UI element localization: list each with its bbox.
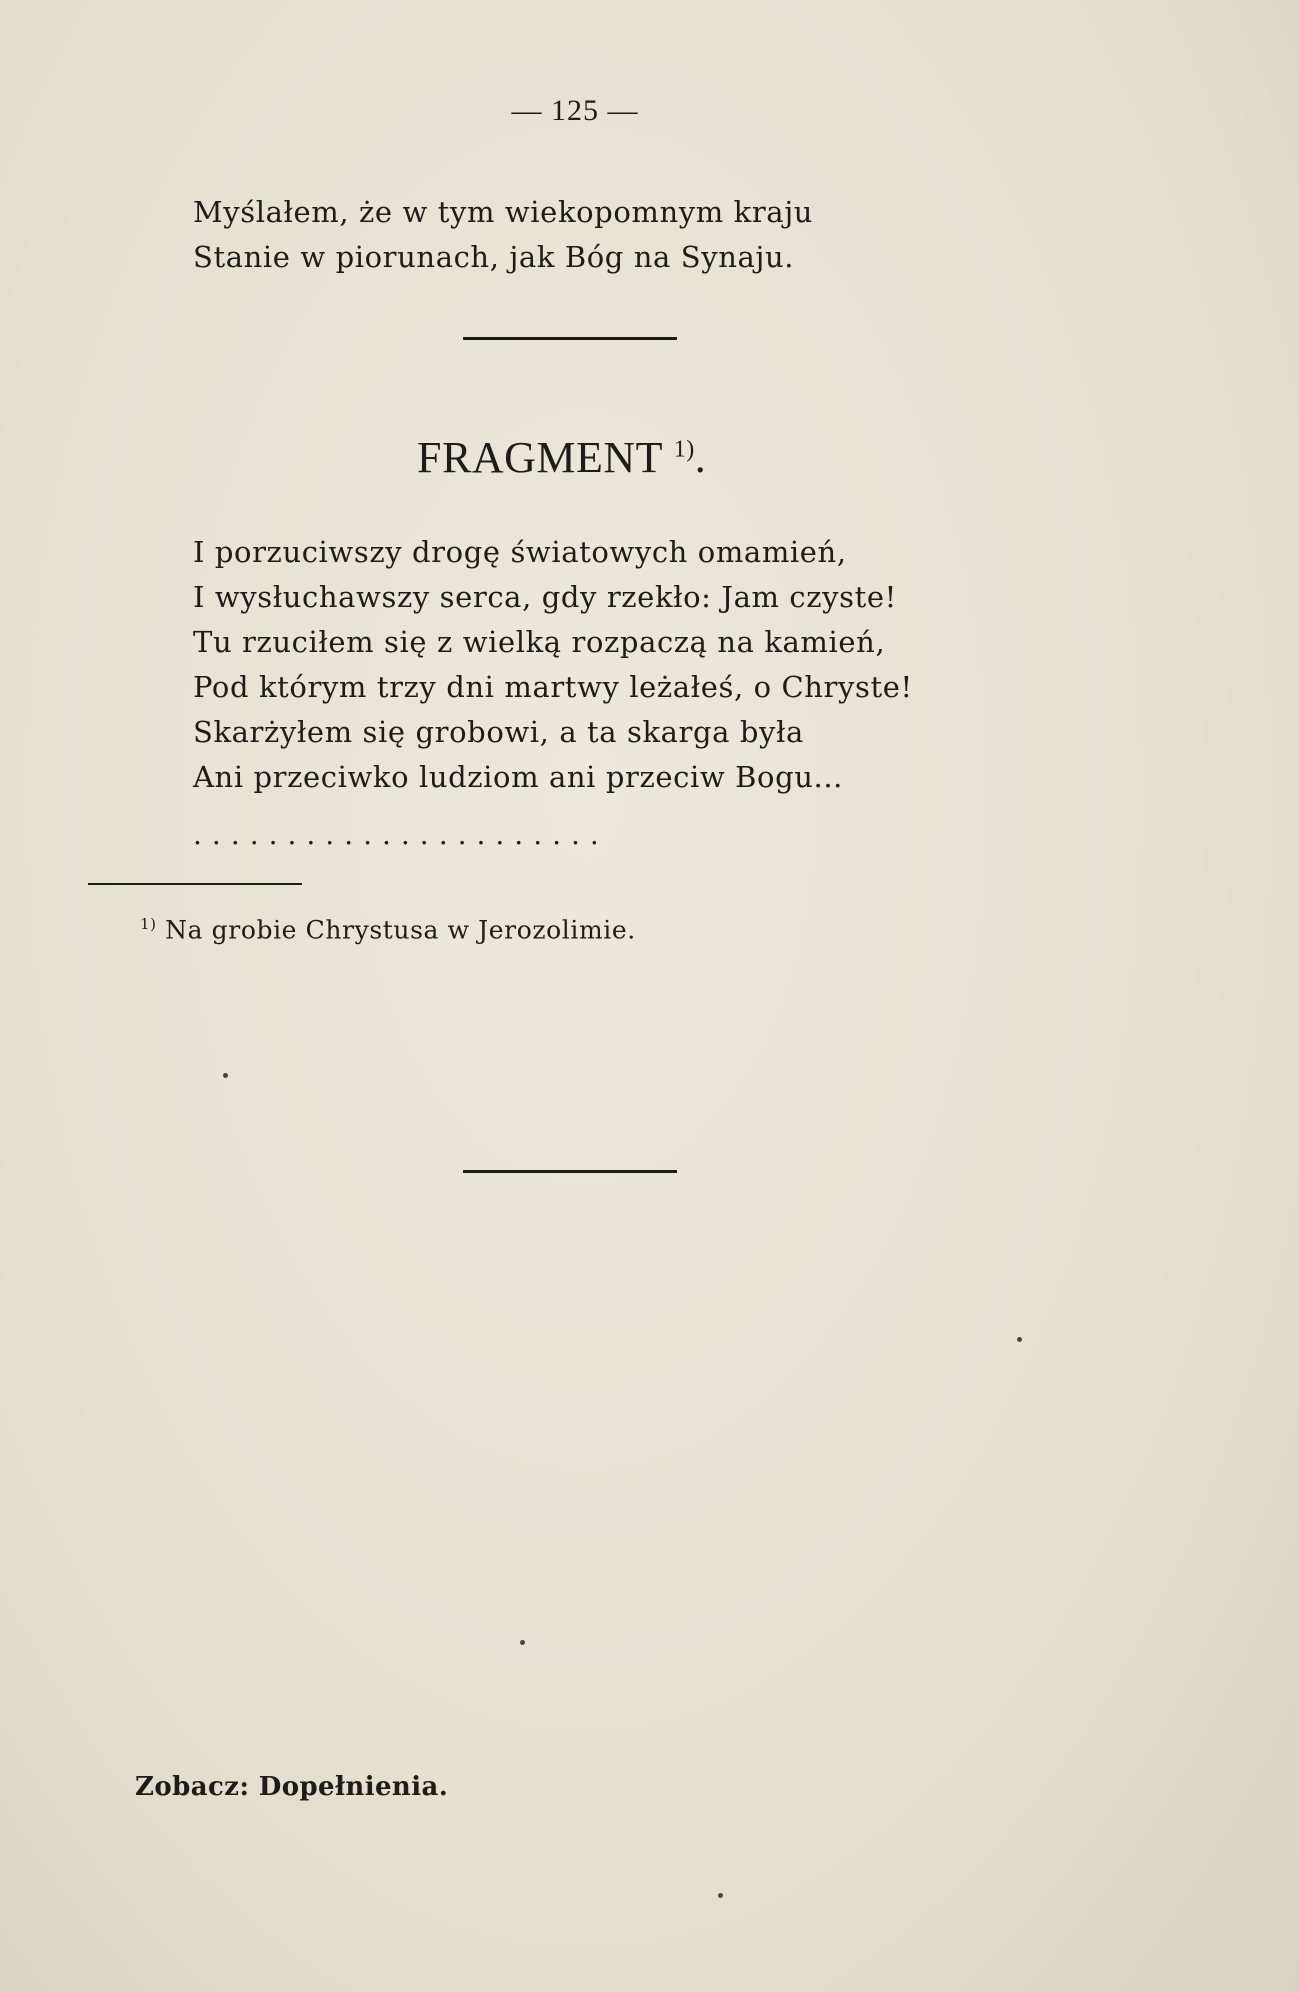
heading-end: . — [694, 433, 707, 482]
verse-line: Stanie w piorunach, jak Bóg na Synaju. — [193, 240, 795, 274]
footnote-divider — [88, 883, 302, 885]
footnote — [140, 915, 636, 944]
verse-line: I wysłuchawszy serca, gdy rzekło: Jam czyste! — [193, 580, 897, 614]
verse-line: Skarżyłem się grobowi, a ta skarga była — [193, 715, 804, 749]
paper-speck — [1017, 1337, 1022, 1342]
paper-speck — [520, 1640, 525, 1645]
paper-speck — [718, 1893, 723, 1898]
footnote-mark: 1) — [140, 915, 157, 933]
section-divider — [463, 337, 677, 340]
verse-line: Tu rzuciłem się z wielką rozpaczą na kamień, — [193, 625, 886, 659]
heading-footnote-mark: 1) — [673, 436, 695, 463]
top-verse — [193, 190, 813, 280]
omission-dots: ...................... — [193, 818, 609, 851]
verse-line: Pod którym trzy dni martwy leżałeś, o Chryste! — [193, 670, 913, 704]
heading-title: FRAGMENT — [417, 433, 663, 482]
verse-line: Ani przeciwko ludziom ani przeciw Bogu... — [193, 760, 843, 794]
footnote-text: Na grobie Chrystusa w Jerozolimie. — [165, 915, 636, 945]
poem-heading — [417, 432, 706, 483]
verse-line: Myślałem, że w tym wiekopomnym kraju — [193, 195, 814, 229]
paper-speck — [223, 1073, 228, 1078]
end-divider — [463, 1170, 677, 1173]
verse-line: I porzuciwszy drogę światowych omamień, — [193, 535, 847, 569]
cross-reference-note: Zobacz: Dopełnienia. — [135, 1772, 449, 1802]
main-verse — [193, 530, 913, 800]
page-number: — 125 — — [511, 94, 639, 127]
